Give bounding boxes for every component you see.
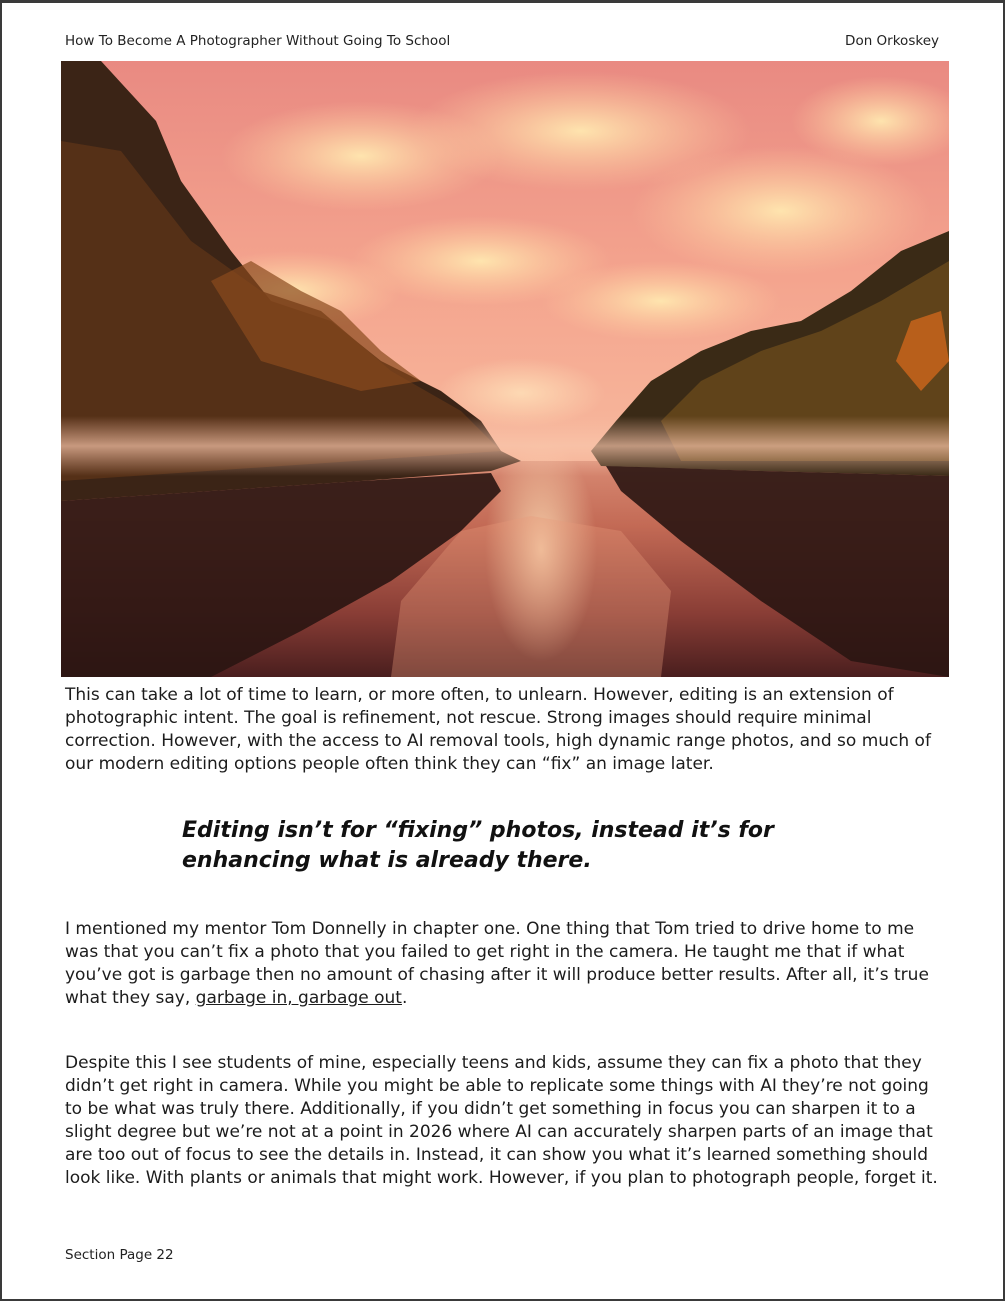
body-paragraph-3: Despite this I see students of mine, especially teens and kids, assume they can fix a photo that they didn’t get right in camera. While you might be able to replicate some things with AI they’re not going to be what was truly there. Additionally, if you didn’t get something in focus you can sharpen it to a slight degree but we’re not at a point in 2026 where AI can accurately sharpen parts of an image that are too out of focus to see the details in. Instead, it can show you what it’s learned something should look like. With plants or animals that might work. However, if you plan to photograph people, forget it.: [65, 1053, 938, 1188]
author-name: Don Orkoskey: [845, 33, 939, 49]
pull-quote: Editing isn’t for “fixing” photos, instead it’s for enhancing what is already there.: [182, 818, 774, 873]
book-title: How To Become A Photographer Without Going To School: [65, 33, 451, 49]
garbage-in-link[interactable]: garbage in, garbage out: [195, 988, 402, 1008]
page-number: Section Page 22: [65, 1247, 174, 1263]
running-header: [65, 33, 939, 53]
river-sunset-photo: [61, 61, 949, 677]
paragraph-2-text: I mentioned my mentor Tom Donnelly in chapter one. One thing that Tom tried to drive home to me was that you can’t fix a photo that you failed to get right in the camera. He taught me that if what you’ve got is garbage then no amount of chasing after it will produce better results. After all, it’s true what they say,: [65, 919, 929, 1008]
body-paragraph-1: This can take a lot of time to learn, or more often, to unlearn. However, editing is an extension of photographic intent. The goal is refinement, not rescue. Strong images should require minimal correction. However, with the access to AI removal tools, high dynamic range photos, and so much of our modern editing options people often think they can “fix” an image later.: [65, 685, 931, 774]
body-paragraph-2: [65, 918, 945, 1010]
paragraph-2-end: .: [401, 988, 408, 1008]
